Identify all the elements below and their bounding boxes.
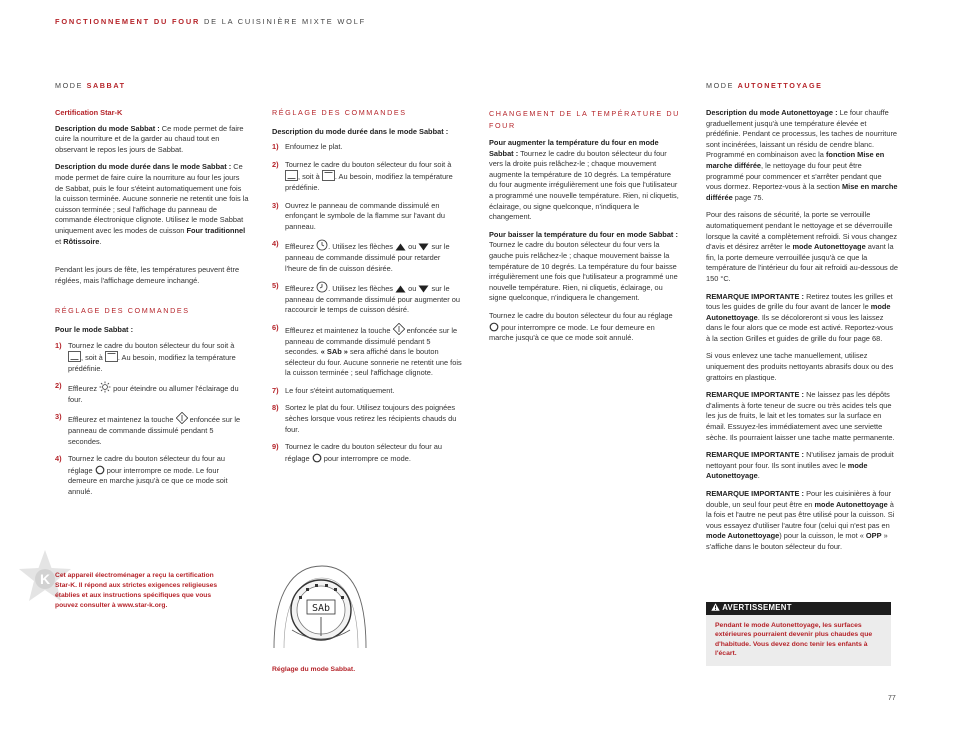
sabbat-steps <box>55 341 249 498</box>
col2-step-9: 9) Tournez le cadre du bouton sélecteur du four au réglage pour interrompre ce mode. <box>272 442 442 463</box>
oven-selector-knob-illustration <box>270 560 370 656</box>
sabbath-key-icon <box>176 412 188 424</box>
sabbat-duree-description: Description du mode durée dans le mode Sabbat : Ce mode permet de faire cuire la nourriture au four les jours de Sabbat, puis le four s'éteint automatiquement une fois la cuisson terminée. Aucune sonnerie ne retentit une fois la cuisson terminée ; seul l'affichage du panneau de commande électronique clignote. Utilisez le mode Sabbat uniquement avec les modes de cuisson Four traditionnel et Rôtissoire. <box>55 162 249 246</box>
header-bold: FONCTIONNEMENT DU FOUR <box>55 17 201 26</box>
fete-note: Pendant les jours de fête, les températures peuvent être réglées, mais l'affichage demeure inchangé. <box>55 265 240 285</box>
col2-description: Description du mode durée dans le mode Sabbat : <box>272 126 449 136</box>
col2-heading: RÉGLAGE DES COMMANDES <box>272 108 407 117</box>
running-header <box>55 17 366 28</box>
warning-title: AVERTISSEMENT <box>722 603 792 612</box>
cert-heading: Certification Star-K <box>55 108 123 117</box>
sabbat-step-1: 1) Tournez le cadre du bouton sélecteur du four soit à , soit à . Au besoin, modifiez la température prédéfinie. <box>55 340 236 373</box>
sabbat-step-2: 2) Effleurez pour éteindre ou allumer l'éclairage du four. <box>55 381 239 404</box>
knob-display: SAb <box>311 603 331 614</box>
col3-heading: CHANGEMENT DE LA TEMPÉRATURE DU FOUR <box>489 109 680 130</box>
arrow-up-icon <box>395 285 406 293</box>
page-number: 77 <box>888 695 896 702</box>
arrow-down-icon <box>418 243 429 251</box>
col2-step-5: 5) Effleurez . Utilisez les flèches ou sur le panneau de commande dissimulé pour augmenter ou raccourcir le temps de cuisson désiré. <box>272 281 461 315</box>
bake-mode-icon <box>68 351 81 362</box>
remarque-1: REMARQUE IMPORTANTE : Retirez toutes les grilles et tous les guides de grille du four avant de lancer le mode Autonettoyage. Ils se décoloreront si vous les laissez dans le four alors que ce mode est activé. Reportez-vous à la section Grilles et guides de grille du four page 68. <box>706 291 893 343</box>
reglage-heading: RÉGLAGE DES COMMANDES <box>55 306 190 316</box>
warning-triangle-icon <box>711 603 720 611</box>
arrow-up-icon <box>395 243 406 251</box>
section-heading-autonettoyage: MODE AUTONETTOYAGE <box>706 81 823 90</box>
col2-step-6: 6) Effleurez et maintenez la touche enfoncée sur le panneau de commande dissimulé pendant 5 secondes. « SAb » sera affiché dans le bouton sélecteur du four. Aucune sonnerie ne retentit une fois la cuisson terminée ; seul l'affichage clignote. <box>272 322 462 378</box>
autonet-description: Description du mode Autonettoyage : Le four chauffe graduellement jusqu'à une température élevée et prédéfinie. Pendant ce processus, les taches de nourriture sont incinérées, laissant un résidu de cendre blanc. Programmé en combinaison avec la fonction Mise en marche différée, le nettoyage du four peut être programmé pour commencer et s'arrêter pendant que vous dormez. Reportez-vous à la section Mise en marche différée page 75. <box>706 108 898 202</box>
bake-mode-icon <box>285 170 298 181</box>
interrompre-paragraph: Tournez le cadre du bouton sélecteur du four au réglage pour interrompre ce mode. Le four demeure en marche jusqu'à ce que ce mode soit annulé. <box>489 310 673 343</box>
off-position-icon <box>312 453 322 463</box>
col2-steps <box>272 142 464 464</box>
enlevez-paragraph: Si vous enlevez une tache manuellement, utilisez uniquement des produits nettoyants abrasifs doux ou des grattoirs en plastique. <box>706 351 894 382</box>
remarque-3: REMARQUE IMPORTANTE : N'utilisez jamais de produit nettoyant pour four. Ils sont inutiles avec le mode Autonettoyage. <box>706 450 894 481</box>
figure-caption: Réglage du mode Sabbat. <box>272 666 356 673</box>
off-position-icon <box>489 322 499 332</box>
column-reglage <box>272 108 464 471</box>
pour-mode-sabbat: Pour le mode Sabbat : <box>55 324 134 334</box>
sabbat-step-4: 4) Tournez le cadre du bouton sélecteur du four au réglage pour interrompre ce mode. Le four demeure en marche jusqu'à ce que ce mode soit annulé. <box>55 454 228 497</box>
sabbath-key-icon <box>393 323 405 335</box>
baisser-paragraph: Pour baisser la température du four en mode Sabbat : Tournez le cadre du bouton sélecteur du four vers la gauche puis relâchez-le ; chaque mouvement baisse la température de 10 degrés. La température du four baisse irrégulièrement une fois que l'utilisateur a programmé une nouvelle température. Rien, ni cliquetis, éclairage, ou signe quelconque, n'indiquera le changement. <box>489 229 678 303</box>
svg-text:K: K <box>39 571 51 587</box>
col2-step-7: 7) Le four s'éteint automatiquement. <box>272 385 395 395</box>
col2-step-2: 2) Tournez le cadre du bouton sélecteur du four soit à , soit à . Au besoin, modifiez la température prédéfinie. <box>272 159 453 192</box>
col2-step-8: 8) Sortez le plat du four. Utilisez toujours des poignées sèches lorsque vous retirez les récipients chauds du four. <box>272 403 457 434</box>
warning-box <box>706 602 891 666</box>
augmenter-paragraph: Pour augmenter la température du four en mode Sabbat : Tournez le cadre du bouton sélecteur du four vers la droite puis relâchez-le ; chaque mouvement augmente la température de 10 degrés. La température du four augmente irrégulièrement une fois que l'utilisateur a programmé une nouvelle température. Rien, ni cliquetis, éclairage, ou signe quelconque, n'indiquera le changement. <box>489 138 679 222</box>
remarque-2: REMARQUE IMPORTANTE : Ne laissez pas les dépôts d'aliments à forte teneur de sucre ou très acides tels que les jus de fruits, le lait et les tomates sur la surface en émail. Essuyez-les immédiatement avec une serviette sèche. Ils pourraient laisser une tache matte permanente. <box>706 390 895 442</box>
sabbat-step-3: 3) Effleurez et maintenez la touche enfoncée sur le panneau de commande dissimulé pendant 5 secondes. <box>55 412 241 446</box>
column-sabbat <box>55 108 249 505</box>
roast-mode-icon <box>322 170 335 181</box>
section-heading-sabbat: MODE SABBAT <box>55 81 126 90</box>
light-icon <box>99 381 111 393</box>
col2-step-3: 3) Ouvrez le panneau de commande dissimulé en enfonçant le symbole de la flamme sur l'avant du panneau. <box>272 200 445 231</box>
col2-step-1: 1) Enfournez le plat. <box>272 142 343 152</box>
sabbat-description: Description du mode Sabbat : Ce mode permet de faire cuire la nourriture et de la garder au chaud tout en observant le repos les jours de Sabbat. <box>55 123 244 154</box>
warning-header <box>706 602 891 615</box>
warning-text: Pendant le mode Autonettoyage, les surfaces extérieures pourraient devenir plus chaudes que d'habitude. Vous devez donc tenir les enfants à l'écart. <box>715 621 873 658</box>
off-position-icon <box>95 465 105 475</box>
cook-time-icon <box>316 281 328 293</box>
col2-step-4: 4) Effleurez . Utilisez les flèches ou sur le panneau de commande dissimulé pour retarder l'heure de fin de cuisson désirée. <box>272 239 450 273</box>
autonet-securite: Pour des raisons de sécurité, la porte se verrouille automatiquement pendant le nettoyage et se déverrouille lorsque la cavité a complètement refroidi. Si vous changez d'avis et désirez arrêter le mode Autonettoyage avant la fin, la porte demeure verrouillée jusqu'à ce que la température de l'intérieur du four ait refroidi au-dessous de 150 °C. <box>706 210 899 283</box>
remarque-4: REMARQUE IMPORTANTE : Pour les cuisinières à four double, un seul four peut être en mode Autonettoyage à la fois et l'autre ne peut pas être utilisé pour la cuisson. Si vous essayez d'utiliser l'autre four (celui qui n'est pas en mode Autonettoyage) pour la cuisson, le mot « OPP » s'affiche dans le bouton sélecteur du four. <box>706 489 895 551</box>
header-rest: DE LA CUISINIÈRE MIXTE WOLF <box>203 17 366 26</box>
delay-start-icon <box>316 239 328 251</box>
arrow-down-icon <box>418 285 429 293</box>
column-autonettoyage <box>706 108 899 560</box>
star-k-note: Cet appareil électroménager a reçu la certification Star-K. Il répond aux strictes exigences religieuses établies et aux instructions spécifiques que vous pouvez consulter à www.star-k.org. <box>55 572 218 609</box>
column-temperature <box>489 108 681 351</box>
roast-mode-icon <box>105 351 118 362</box>
